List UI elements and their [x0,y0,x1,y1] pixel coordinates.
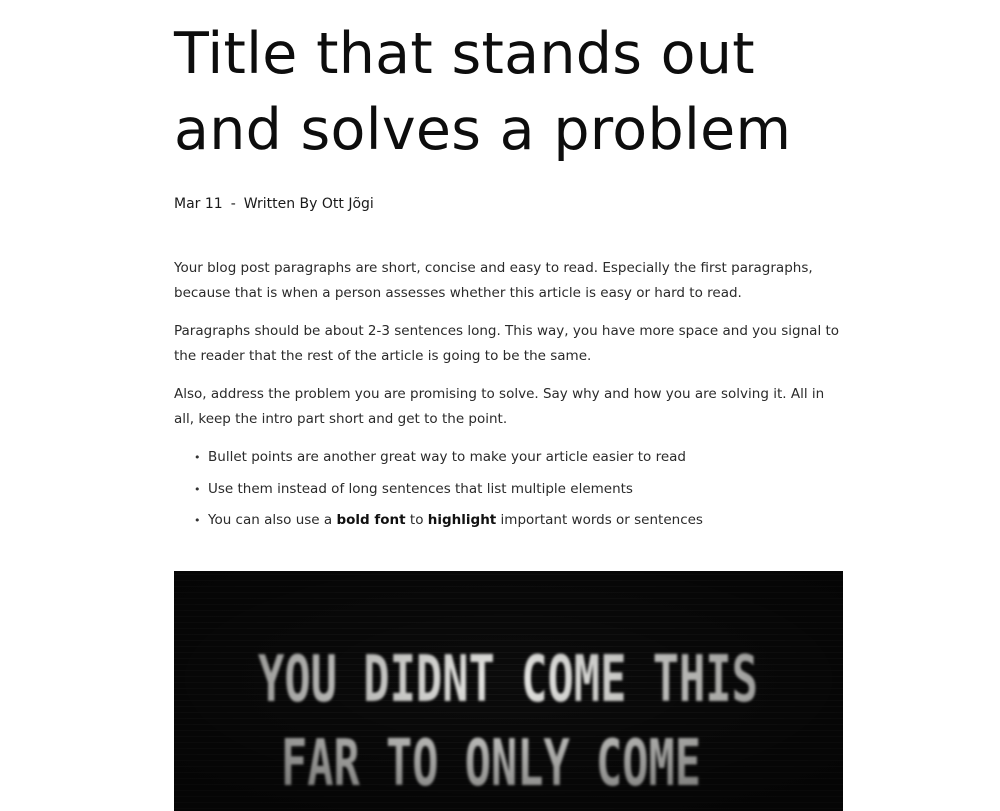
post-date: Mar 11 [174,196,223,212]
bullet-item-2: • Use them instead of long sentences that list multiple elements [208,477,843,502]
meta-separator: - [230,196,236,212]
article-meta [174,193,374,215]
blog-article [174,0,843,528]
bullet-3-prefix: You can also use a [208,512,337,528]
highlight-text: highlight [427,512,497,528]
paragraph-3: Also, address the problem you are promising to solve. Say why and how you are solving it. All in all, keep the intro part short and get to the point. [174,386,825,427]
bullet-list [174,445,843,533]
article-body [174,256,843,540]
bullet-item-3 [208,508,843,533]
bold-font-text: bold font [336,512,406,528]
article-title-line-2: and solves a problem [174,97,792,163]
paragraph-1: Your blog post paragraphs are short, concise and easy to read. Especially the first paragraphs, because that is when a person assesses whether this article is easy or hard to read. [174,260,813,301]
author-byline: Written By Ott Jõgi [243,196,374,212]
hero-image [174,571,843,811]
letterboard-sign-image [174,571,843,811]
paragraph-2: Paragraphs should be about 2-3 sentences long. This way, you have more space and you signal to the reader that the rest of the article is going to be the same. [174,323,840,364]
article-title-line-1: Title that stands out [174,21,755,87]
article-title [174,0,843,168]
bullet-3-suffix: important words or sentences [496,512,703,528]
bullet-item-1: • Bullet points are another great way to make your article easier to read [208,445,843,470]
bullet-3-mid: to [405,512,428,528]
